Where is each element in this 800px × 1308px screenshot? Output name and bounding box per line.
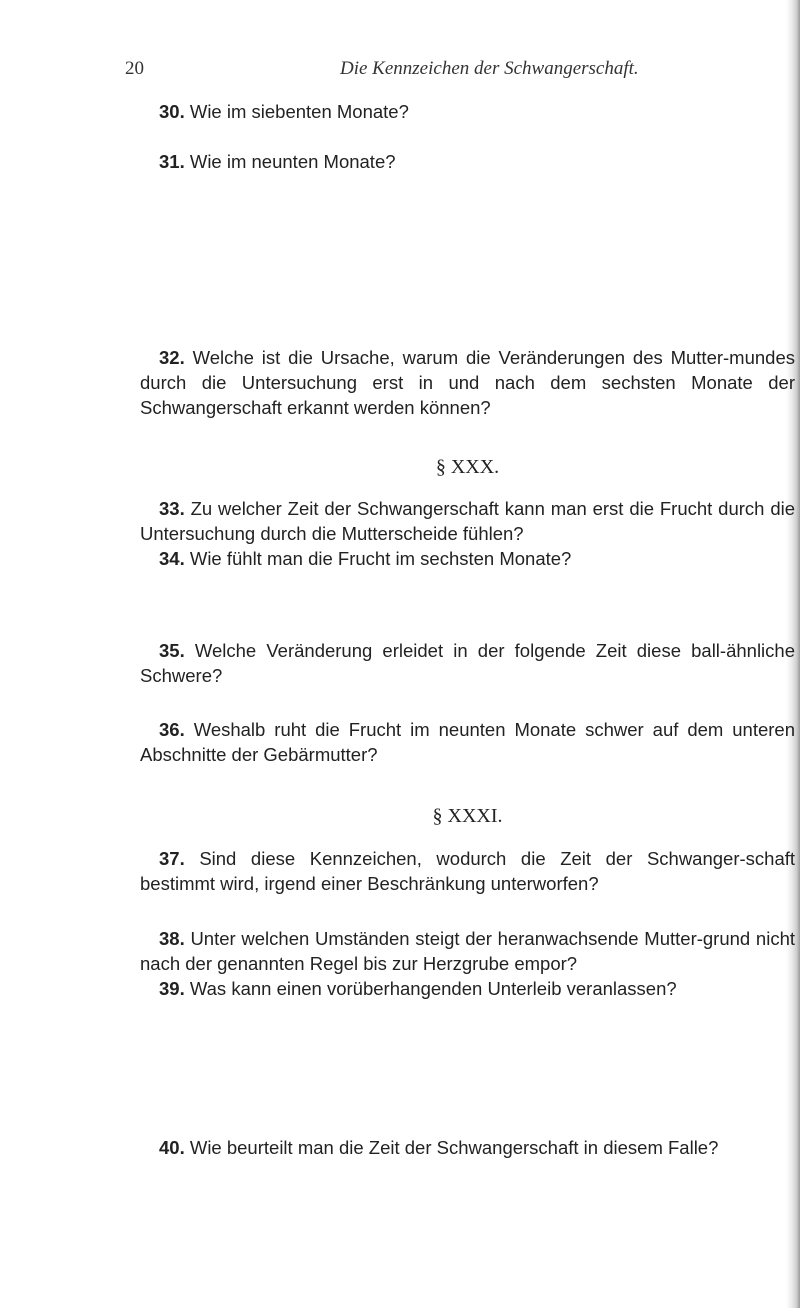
question-number: 32. — [159, 347, 185, 368]
question-text: Weshalb ruht die Frucht im neunten Monate schwer auf dem unteren Abschnitte der Gebärmutter? — [140, 719, 796, 765]
question-number: 38. — [159, 928, 185, 949]
page-number: 20 — [125, 58, 144, 79]
question-number: 31. — [159, 151, 185, 172]
question-32 — [140, 345, 795, 420]
question-33 — [140, 496, 795, 546]
running-title: Die Kennzeichen der Schwangerschaft. — [340, 58, 639, 79]
question-text: Zu welcher Zeit der Schwangerschaft kann man erst die Frucht durch die Untersuchung durch die Mutterscheide fühlen? — [140, 498, 796, 544]
page-header — [0, 58, 800, 86]
question-number: 34. — [159, 548, 185, 569]
question-text: Was kann einen vorüberhangenden Unterleib veranlassen? — [189, 978, 677, 999]
question-38 — [140, 926, 795, 976]
question-number: 30. — [159, 101, 185, 122]
question-text: Welche ist die Ursache, warum die Veränderungen des Mutter-mundes durch die Untersuchung erst in und nach dem sechsten Monate der Schwangerschaft erkannt werden können? — [140, 347, 796, 418]
question-37 — [140, 846, 795, 896]
question-number: 40. — [159, 1137, 185, 1158]
question-number: 33. — [159, 498, 185, 519]
question-34 — [140, 546, 795, 571]
question-text: Wie fühlt man die Frucht im sechsten Monate? — [189, 548, 572, 569]
question-text: Wie beurteilt man die Zeit der Schwangerschaft in diesem Falle? — [189, 1137, 719, 1158]
question-39 — [140, 976, 795, 1001]
question-number: 35. — [159, 640, 185, 661]
section-heading-xxxi: § XXXI. — [432, 805, 503, 827]
question-30 — [140, 99, 795, 124]
question-31 — [140, 149, 795, 174]
question-number: 36. — [159, 719, 185, 740]
question-text: Welche Veränderung erleidet in der folgende Zeit diese ball-ähnliche Schwere? — [140, 640, 795, 686]
question-40 — [140, 1135, 795, 1160]
question-text: Sind diese Kennzeichen, wodurch die Zeit der Schwanger-schaft bestimmt wird, irgend einer Beschränkung unterworfen? — [140, 848, 796, 894]
question-text: Wie im siebenten Monate? — [189, 101, 409, 122]
question-36 — [140, 717, 795, 767]
question-text: Wie im neunten Monate? — [189, 151, 396, 172]
question-number: 37. — [159, 848, 185, 869]
section-heading-xxx: § XXX. — [435, 456, 500, 478]
question-35 — [140, 638, 795, 688]
question-number: 39. — [159, 978, 185, 999]
question-text: Unter welchen Umständen steigt der heranwachsende Mutter-grund nicht nach der genannten Regel bis zur Herzgrube empor? — [140, 928, 796, 974]
